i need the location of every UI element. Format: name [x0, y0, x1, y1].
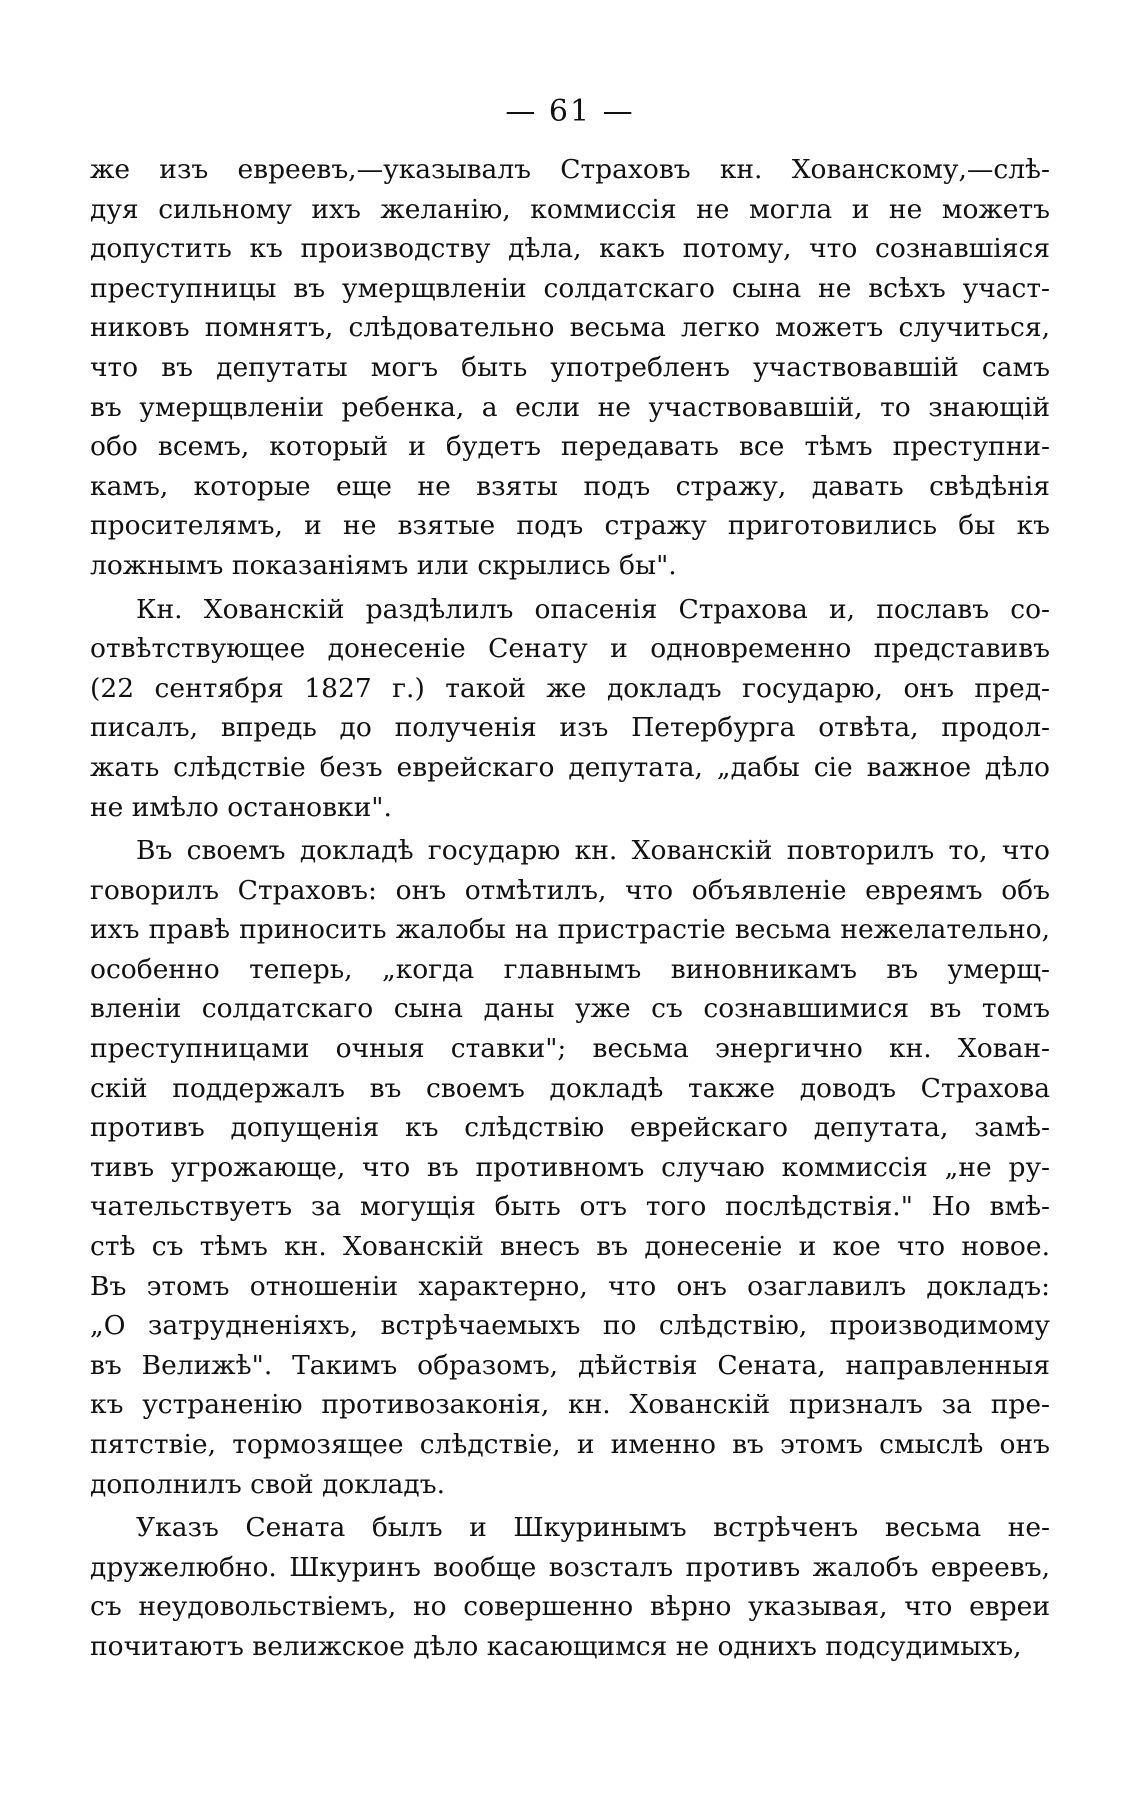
text-line: преступницы въ умерщвленіи солдатскаго сына не всѣхъ участ- [90, 272, 1050, 304]
text-line: дуя сильному ихъ желанію, коммиссія не могла и не можетъ [90, 193, 1050, 225]
text-line: пятствіе, тормозящее слѣдствіе, и именно въ этомъ смыслѣ онъ [90, 1429, 1050, 1460]
text-line: камъ, которые еще не взяты подъ стражу, давать свѣдѣнія [90, 470, 1050, 502]
text-line: никовъ помнятъ, слѣдовательно весьма легко можетъ случиться, [90, 312, 1050, 344]
text-line: обо всемъ, который и будетъ передавать все тѣмъ преступни- [90, 431, 1050, 463]
text-line: писалъ, впредь до полученія изъ Петербурга отвѣта, продол- [90, 712, 1050, 744]
text-line: стѣ съ тѣмъ кн. Хованскій внесъ въ донесеніе и кое что новое. [90, 1231, 1050, 1263]
text-line: ложнымъ показаніямъ или скрылись бы". [90, 549, 677, 581]
text-line: Указъ Сената былъ и Шкуринымъ встрѣченъ весьма не- [136, 1512, 1050, 1544]
paragraph [90, 590, 1050, 828]
document-page [90, 92, 1050, 1671]
text-line: преступницами очныя ставки"; весьма энергично кн. Хован- [90, 1033, 1050, 1065]
paragraph [90, 831, 1050, 1504]
text-line: вленіи солдатскаго сына даны уже съ сознавшимися въ томъ [90, 993, 1050, 1025]
text-line: въ Велижѣ". Такимъ образомъ, дѣйствія Сената, направленныя [90, 1349, 1050, 1381]
text-line: Въ этомъ отношеніи характерно, что онъ озаглавилъ докладъ: [90, 1270, 1050, 1302]
text-line: говорилъ Страховъ: онъ отмѣтилъ, что объявленіе евреямъ объ [90, 874, 1050, 906]
text-line: противъ допущенія къ слѣдствію еврейскаго депутата, замѣ- [90, 1112, 1050, 1144]
text-line: просителямъ, и не взятые подъ стражу приготовились бы къ [90, 510, 1050, 542]
text-line: ихъ правѣ приносить жалобы на пристрастіе весьма нежелательно, [90, 914, 1050, 946]
text-line: „О затрудненіяхъ, встрѣчаемыхъ по слѣдствію, производимому [90, 1310, 1050, 1342]
text-line: (22 сентября 1827 г.) такой же докладъ государю, онъ пред- [90, 672, 1050, 704]
text-line: чательствуетъ за могущія быть отъ того послѣдствія." Но вмѣ- [90, 1191, 1050, 1223]
text-line: почитаютъ велижское дѣло касающимся не однихъ подсудимыхъ, [90, 1630, 1022, 1662]
text-line: допустить къ производству дѣла, какъ потому, что сознавшіяся [90, 233, 1050, 265]
text-line: же изъ евреевъ,—указывалъ Страховъ кн. Хованскому,—слѣ- [90, 154, 1050, 185]
text-line: къ устраненію противозаконія, кн. Хованскій призналъ за пре- [90, 1389, 1050, 1421]
text-line: Въ своемъ докладѣ государю кн. Хованскій повторилъ то, что [136, 835, 1050, 867]
page-number: — 61 — [505, 94, 635, 129]
text-line: отвѣтствующее донесеніе Сенату и одновременно представивъ [90, 633, 1050, 665]
text-line: въ умерщвленіи ребенка, а если не участвовавшій, то знающій [90, 391, 1050, 423]
text-line: дополнилъ свой докладъ. [90, 1468, 446, 1500]
text-line: Кн. Хованскій раздѣлилъ опасенія Страхова и, пославъ со- [136, 593, 1050, 625]
body-text [90, 150, 1050, 1667]
text-line: особенно теперь, „когда главнымъ виновникамъ въ умерщ- [90, 953, 1050, 985]
paragraph [90, 150, 1050, 586]
text-line: скій поддержалъ въ своемъ докладѣ также доводъ Страхова [90, 1072, 1050, 1104]
text-line: дружелюбно. Шкуринъ вообще возсталъ противъ жалобъ евреевъ, [90, 1551, 1050, 1583]
paragraph [90, 1508, 1050, 1666]
text-line: тивъ угрожающе, что въ противномъ случаю коммиссія „не ру- [90, 1151, 1050, 1183]
text-line: съ неудовольствіемъ, но совершенно вѣрно указывая, что евреи [90, 1591, 1050, 1623]
text-line: жать слѣдствіе безъ еврейскаго депутата, „дабы сіе важное дѣло [90, 751, 1050, 783]
text-line: не имѣло остановки". [90, 791, 392, 823]
text-line: что въ депутаты могъ быть употребленъ участвовавшій самъ [90, 351, 1050, 383]
